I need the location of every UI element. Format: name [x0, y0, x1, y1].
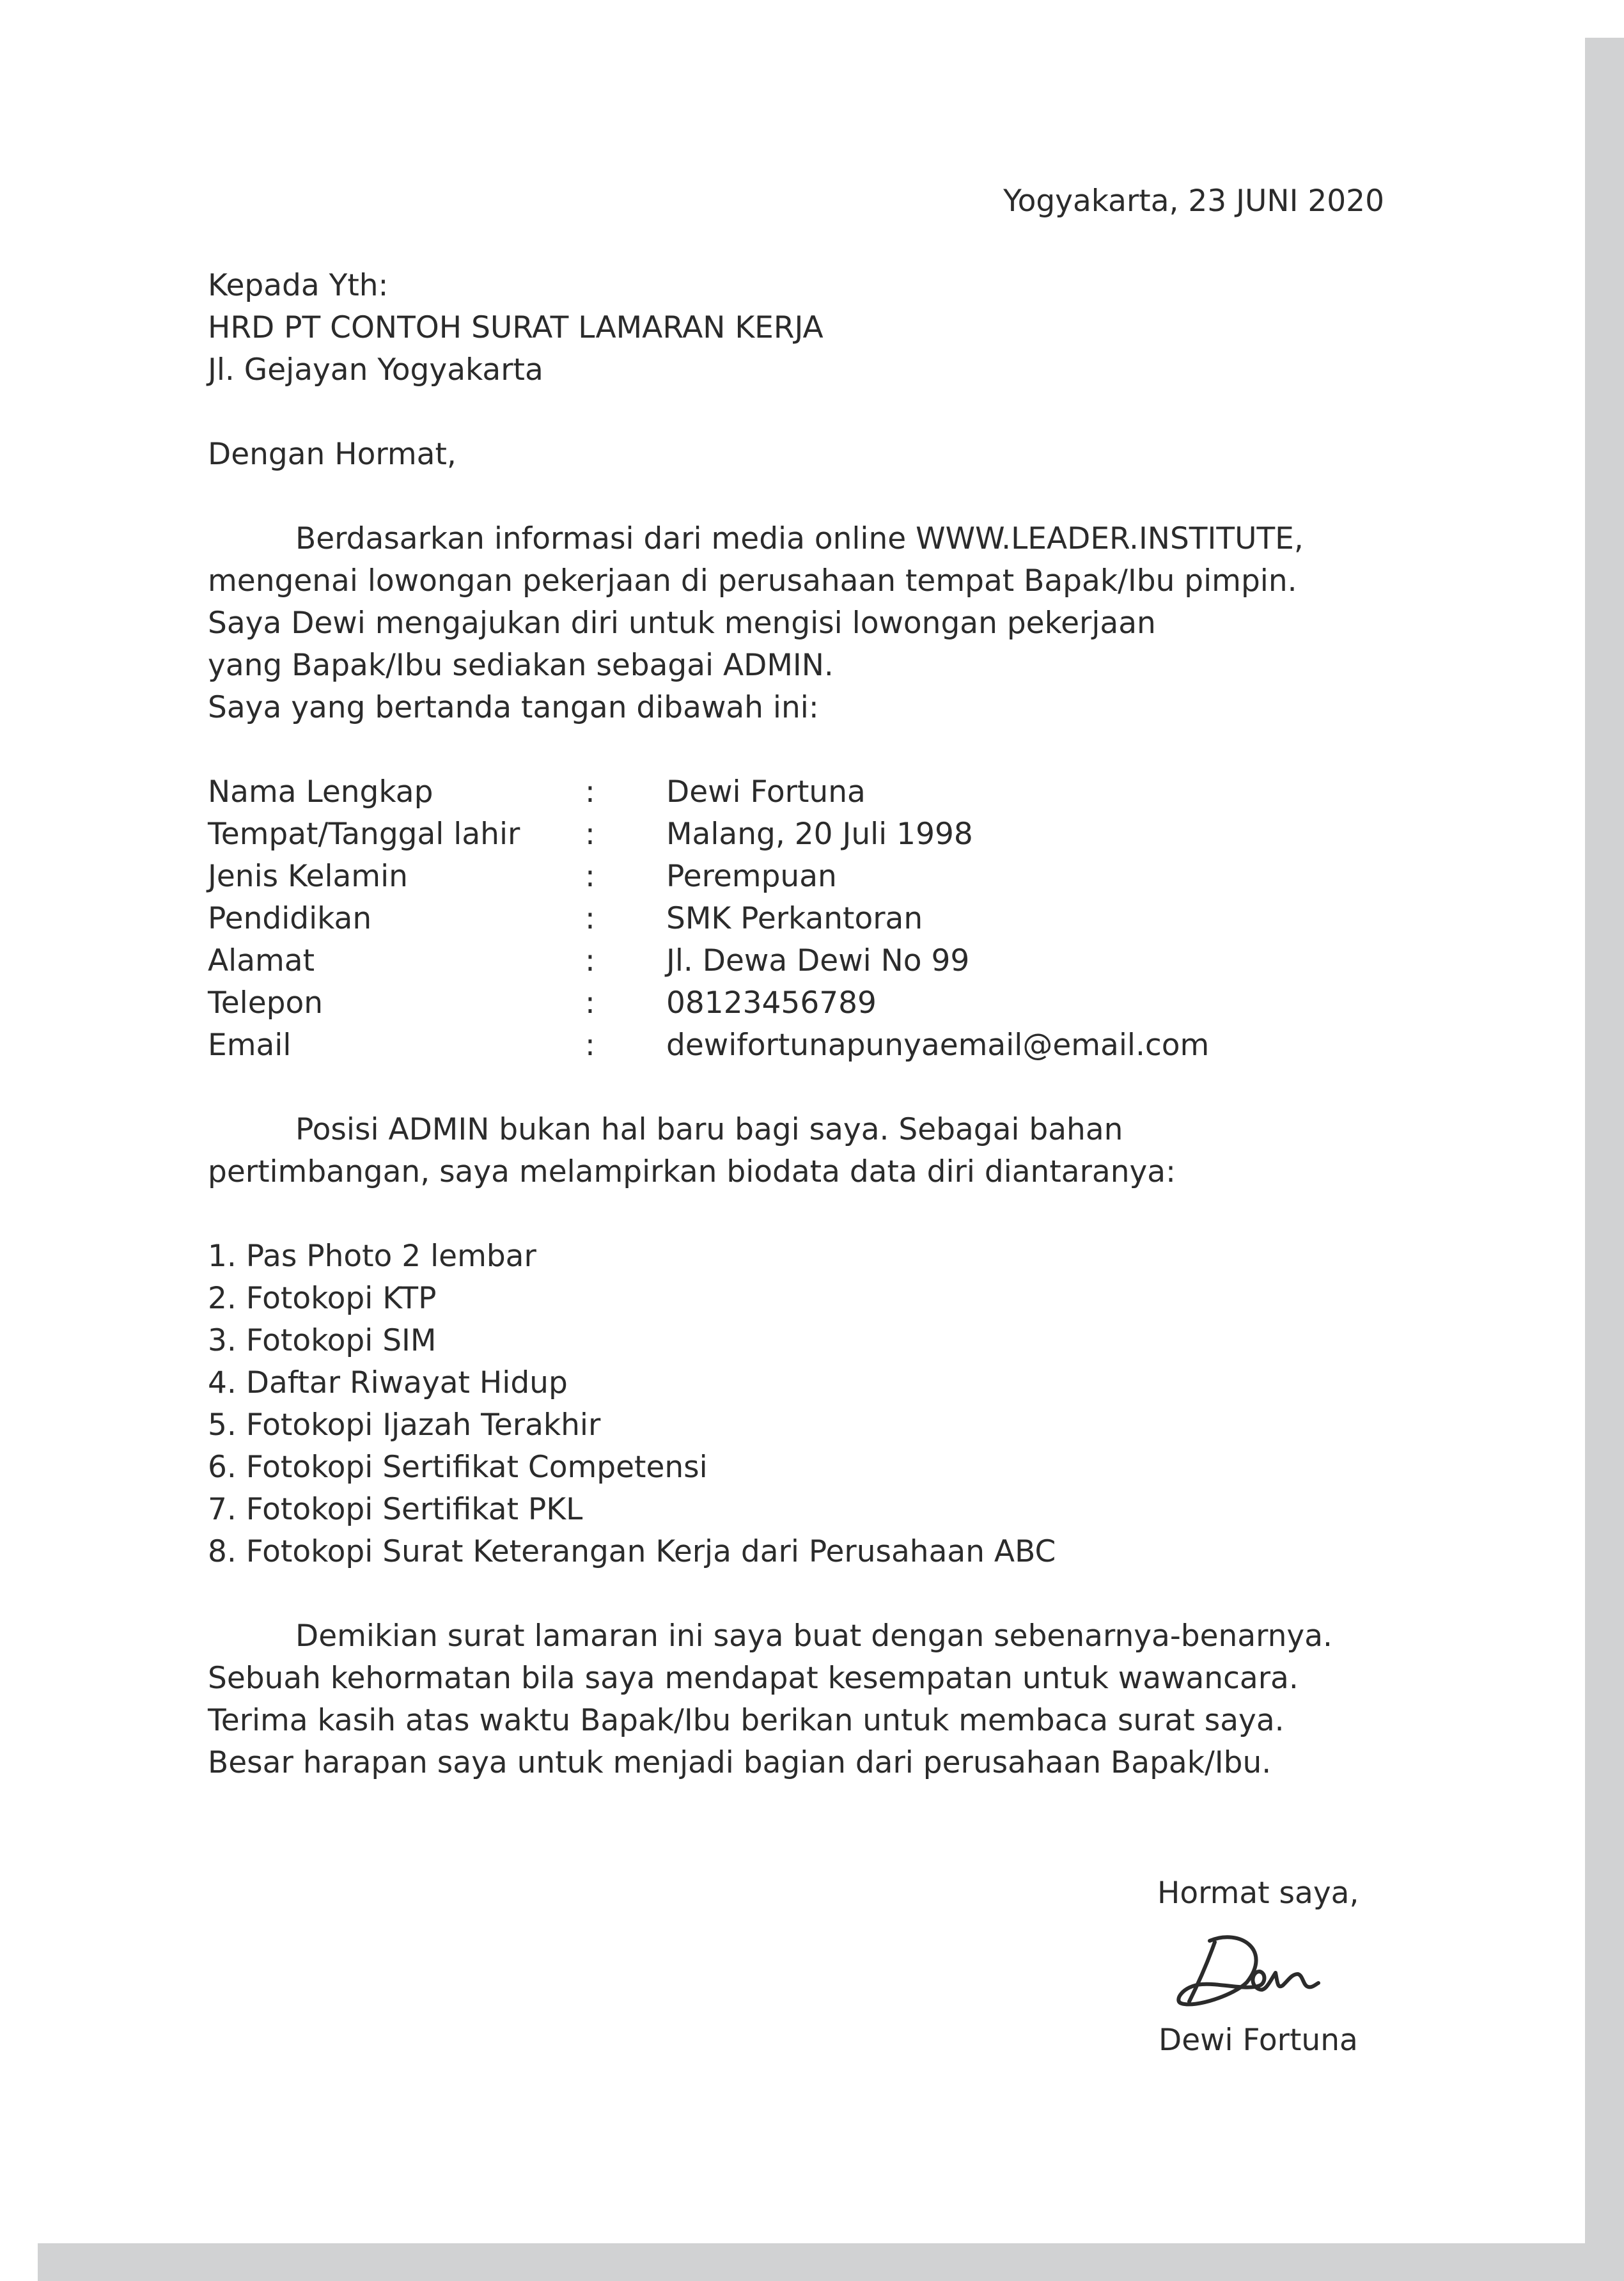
detail-separator: :	[585, 817, 595, 852]
intro-line: mengenai lowongan pekerjaan di perusahaan tempat Bapak/Ibu pimpin.	[208, 563, 1297, 599]
detail-separator: :	[585, 1028, 595, 1063]
detail-row	[208, 856, 1384, 898]
detail-separator: :	[585, 774, 595, 810]
list-item: 1. Pas Photo 2 lembar	[208, 1239, 536, 1274]
detail-row	[208, 940, 1384, 982]
detail-label: Tempat/Tanggal lahir	[208, 817, 520, 852]
closing-paragraph	[208, 1615, 1384, 1784]
detail-value: Jl. Dewa Dewi No 99	[666, 943, 970, 978]
applicant-details	[208, 771, 1384, 1067]
detail-row	[208, 1024, 1384, 1067]
page-shadow-right	[1585, 38, 1624, 2281]
detail-separator: :	[585, 901, 595, 936]
detail-value: 08123456789	[666, 985, 877, 1021]
detail-value: Perempuan	[666, 859, 837, 894]
recipient-line-2: HRD PT CONTOH SURAT LAMARAN KERJA	[208, 310, 824, 345]
detail-separator: :	[585, 985, 595, 1021]
intro-paragraph	[208, 518, 1384, 729]
recipient-line-3: Jl. Gejayan Yogyakarta	[208, 352, 543, 388]
intro-line: Saya Dewi mengajukan diri untuk mengisi lowongan pekerjaan	[208, 606, 1156, 641]
detail-row	[208, 771, 1384, 813]
list-item: 5. Fotokopi Ijazah Terakhir	[208, 1407, 601, 1443]
attachments-list	[208, 1235, 1384, 1573]
closing-line: Sebuah kehormatan bila saya mendapat kesempatan untuk wawancara.	[208, 1661, 1299, 1696]
detail-label: Pendidikan	[208, 901, 372, 936]
position-line: Posisi ADMIN bukan hal baru bagi saya. Sebagai bahan	[295, 1112, 1123, 1147]
letter-body	[208, 180, 1384, 1784]
detail-value: Malang, 20 Juli 1998	[666, 817, 973, 852]
letter-date: Yogyakarta, 23 JUNI 2020	[1003, 184, 1384, 219]
recipient-line-1: Kepada Yth:	[208, 268, 389, 303]
intro-line: Saya yang bertanda tangan dibawah ini:	[208, 690, 819, 725]
closing-line: Besar harapan saya untuk menjadi bagian dari perusahaan Bapak/Ibu.	[208, 1745, 1272, 1780]
closing-line: Terima kasih atas waktu Bapak/Ibu berikan untuk membaca surat saya.	[208, 1703, 1284, 1738]
position-line: pertimbangan, saya melampirkan biodata data diri diantaranya:	[208, 1154, 1176, 1189]
list-item: 7. Fotokopi Sertifikat PKL	[208, 1492, 583, 1527]
list-item: 3. Fotokopi SIM	[208, 1323, 437, 1358]
page-shadow-bottom	[38, 2243, 1624, 2281]
list-item: 2. Fotokopi KTP	[208, 1281, 437, 1316]
intro-line: Berdasarkan informasi dari media online WWW.LEADER.INSTITUTE,	[295, 521, 1304, 556]
closing-line: Demikian surat lamaran ini saya buat dengan sebenarnya-benarnya.	[295, 1619, 1332, 1654]
list-item: 8. Fotokopi Surat Keterangan Kerja dari Perusahaan ABC	[208, 1534, 1056, 1569]
signature-icon	[1170, 1922, 1343, 2018]
detail-separator: :	[585, 943, 595, 978]
intro-line: yang Bapak/Ibu sediakan sebagai ADMIN.	[208, 648, 834, 683]
list-item: 4. Daftar Riwayat Hidup	[208, 1365, 568, 1400]
signer-name: Dewi Fortuna	[1159, 2023, 1358, 2058]
detail-value: SMK Perkantoran	[666, 901, 923, 936]
detail-label: Email	[208, 1028, 292, 1063]
closing-salutation: Hormat saya,	[1157, 1876, 1359, 1911]
detail-label: Alamat	[208, 943, 315, 978]
detail-label: Nama Lengkap	[208, 774, 433, 810]
detail-value: dewifortunapunyaemail@email.com	[666, 1028, 1210, 1063]
list-item: 6. Fotokopi Sertifikat Competensi	[208, 1450, 708, 1485]
detail-row	[208, 813, 1384, 856]
greeting: Dengan Hormat,	[208, 437, 457, 472]
position-paragraph	[208, 1109, 1384, 1193]
detail-label: Jenis Kelamin	[208, 859, 408, 894]
detail-row	[208, 898, 1384, 940]
detail-value: Dewi Fortuna	[666, 774, 866, 810]
detail-label: Telepon	[208, 985, 323, 1021]
detail-separator: :	[585, 859, 595, 894]
detail-row	[208, 982, 1384, 1024]
